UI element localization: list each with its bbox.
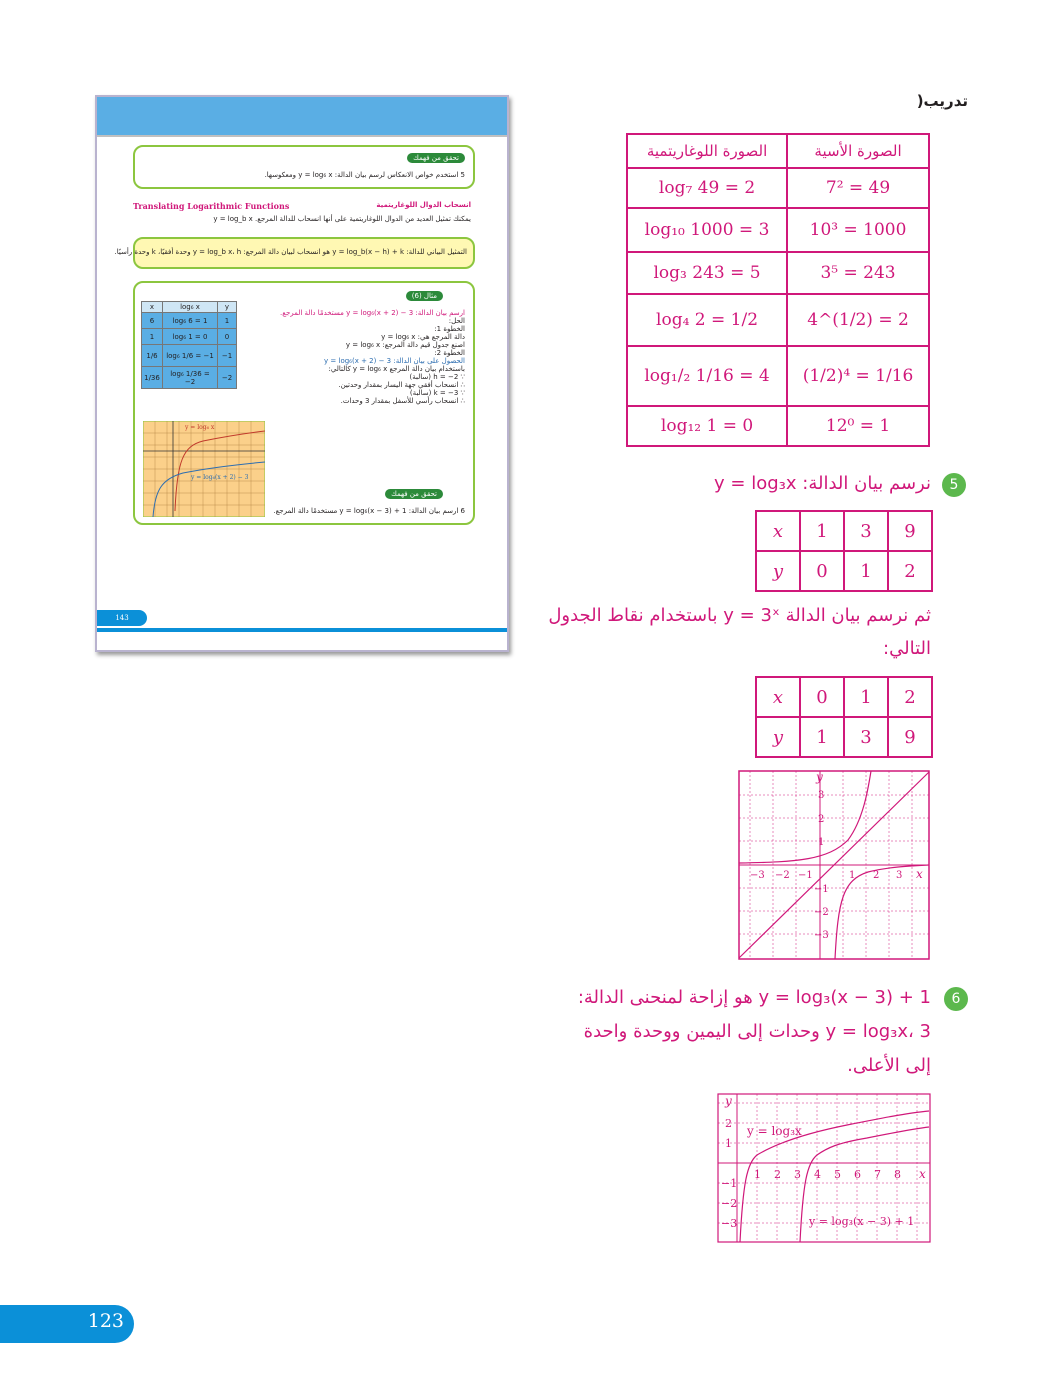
section-title-en: Translating Logarithmic Functions bbox=[133, 201, 290, 211]
thumb-graph bbox=[143, 421, 265, 517]
cell: 2 bbox=[888, 551, 932, 591]
thumb-graph-label1: y = log₆ x bbox=[185, 424, 215, 431]
example-line: باستخدام بيان دالة المرجع y = log₆ x كالتالي: bbox=[328, 365, 465, 373]
check5-box bbox=[133, 145, 475, 189]
example-label: مثال (6) bbox=[406, 291, 443, 301]
log-cell: log₁/₂ 1/16 = 4 bbox=[627, 346, 787, 406]
example-line: الحل: bbox=[448, 317, 465, 325]
exp-cell: (1/2)⁴ = 1/16 bbox=[787, 346, 929, 406]
cell: log₆ 1/6 = −1 bbox=[163, 345, 218, 367]
tick-label: −3 bbox=[814, 930, 829, 941]
key-concept-text: التمثيل البياني للدالة: y = log_b(x − h) + k هو انسحاب لبيان دالة المرجع: y = log_b x، h وحدة أفقيًا، k وحدة رأسيًا. bbox=[114, 248, 467, 256]
tick-label: −2 bbox=[814, 907, 829, 918]
cell: 1/36 bbox=[142, 367, 163, 389]
tick-label: 1 bbox=[818, 837, 825, 848]
cell: 9 bbox=[888, 511, 932, 551]
cell: y bbox=[218, 302, 237, 313]
example-line: ارسم بيان الدالة: y = log₆(x + 2) − 3 مستخدمًا دالة المرجع. bbox=[280, 309, 465, 317]
tick-label: 3 bbox=[794, 1168, 801, 1181]
check-label: تحقق من فهمك bbox=[407, 153, 465, 163]
tick-label: 4 bbox=[814, 1168, 821, 1181]
cell: 3 bbox=[844, 717, 888, 757]
exercise-heading: تدريب( bbox=[916, 92, 968, 110]
x-header: x bbox=[756, 677, 800, 717]
example-line: الخطوة 1: bbox=[434, 325, 465, 333]
cell: 2 bbox=[888, 677, 932, 717]
table-row bbox=[142, 367, 237, 389]
section-intro: يمكنك تمثيل العديد من الدوال اللوغاريتمية على أنها انسحاب للدالة المرجع. y = log_b x bbox=[213, 215, 471, 223]
log-cell: log₁₀ 1000 = 3 bbox=[627, 208, 787, 252]
check6-text: 6 ارسم بيان الدالة: y = log₆(x − 3) + 1 مستخدمًا دالة المرجع. bbox=[273, 507, 465, 515]
cell: 1 bbox=[142, 329, 163, 345]
table-row bbox=[627, 346, 929, 406]
tick-label: 2 bbox=[774, 1168, 781, 1181]
q6-graph bbox=[717, 1093, 931, 1243]
table-row bbox=[142, 302, 237, 313]
curve1-label: y = log₃x bbox=[747, 1124, 802, 1138]
tick-label: 2 bbox=[873, 870, 880, 881]
tick-label: 5 bbox=[834, 1168, 841, 1181]
thumb-graph-label2: y = log₆(x + 2) − 3 bbox=[191, 474, 249, 481]
example-line: ∴ انسحاب رأسي للأسفل بمقدار 3 وحدات. bbox=[340, 397, 465, 405]
y-header: y bbox=[756, 717, 800, 757]
example-line: ∴ انسحاب أفقي جهة اليسار بمقدار وحدتين. bbox=[338, 381, 465, 389]
cell: −1 bbox=[218, 345, 237, 367]
q5-line2: ثم نرسم بيان الدالة y = 3ˣ باستخدام نقاط الجدول bbox=[548, 605, 931, 626]
tick-label: 1 bbox=[849, 870, 856, 881]
cell: 0 bbox=[218, 329, 237, 345]
table-row bbox=[627, 294, 929, 346]
cell: 6 bbox=[142, 313, 163, 329]
cell: 1 bbox=[800, 511, 844, 551]
example-line: اصنع جدول قيم دالة المرجع: y = log₆ x bbox=[345, 341, 465, 349]
textbook-page-thumbnail bbox=[95, 95, 509, 652]
table-row bbox=[756, 717, 932, 757]
exp-curve bbox=[739, 771, 871, 863]
exp-cell: 10³ = 1000 bbox=[787, 208, 929, 252]
cell: log₆ x bbox=[163, 302, 218, 313]
tick-label: −2 bbox=[721, 1197, 738, 1210]
y-axis-label: y bbox=[725, 1094, 732, 1108]
example-line: دالة المرجع هي: y = log₆ x bbox=[381, 333, 465, 341]
cell: 0 bbox=[800, 551, 844, 591]
table-header-row bbox=[627, 134, 929, 168]
y-axis-label: y bbox=[816, 770, 823, 784]
q5-graph bbox=[738, 770, 930, 960]
cell: log₆ 6 = 1 bbox=[163, 313, 218, 329]
x-axis-label: x bbox=[919, 1167, 926, 1181]
tick-label: 7 bbox=[874, 1168, 881, 1181]
cell: 1 bbox=[844, 551, 888, 591]
table-row bbox=[756, 511, 932, 551]
example-line: ∵ k = −3 (سالبة) bbox=[409, 389, 465, 397]
cell: 0 bbox=[800, 677, 844, 717]
tick-label: −1 bbox=[721, 1177, 738, 1190]
example-line: ∵ h = −2 (سالبة) bbox=[409, 373, 465, 381]
table-row bbox=[756, 677, 932, 717]
y-header: y bbox=[756, 551, 800, 591]
exp-cell: 4^(1/2) = 2 bbox=[787, 294, 929, 346]
tick-label: 8 bbox=[894, 1168, 901, 1181]
tick-label: 3 bbox=[896, 870, 903, 881]
q5-line1: نرسم بيان الدالة: y = log₃x bbox=[714, 473, 931, 494]
cell: 1 bbox=[844, 677, 888, 717]
tick-label: 1 bbox=[754, 1168, 761, 1181]
example-steps bbox=[280, 309, 465, 405]
cell: −2 bbox=[218, 367, 237, 389]
table-row bbox=[142, 329, 237, 345]
tick-label: −2 bbox=[775, 870, 790, 881]
tick-label: −3 bbox=[750, 870, 765, 881]
thumb-page-number: 143 bbox=[97, 610, 147, 626]
tick-label: 3 bbox=[818, 790, 825, 801]
page-number-tab bbox=[0, 1305, 134, 1343]
example-line: الحصول على بيان الدالة: y = log₆(x + 2) − 3 bbox=[324, 357, 465, 365]
exp-cell: 7² = 49 bbox=[787, 168, 929, 208]
tick-label: 1 bbox=[725, 1137, 732, 1150]
q6-line1: y = log₃(x − 3) + 1 هو إزاحة لمنحنى الدالة: bbox=[577, 987, 931, 1008]
thumb-values-table bbox=[141, 301, 237, 389]
log-cell: log₃ 243 = 5 bbox=[627, 252, 787, 294]
thumb-footer-line bbox=[97, 628, 507, 632]
cell: x bbox=[142, 302, 163, 313]
question-6-number: 6 bbox=[944, 987, 968, 1011]
cell: 1 bbox=[218, 313, 237, 329]
q5-line3: التالي: bbox=[883, 638, 931, 659]
cell: 1 bbox=[800, 717, 844, 757]
q5-table1 bbox=[755, 510, 933, 592]
tick-label: −3 bbox=[721, 1217, 738, 1230]
q6-line3: إلى الأعلى. bbox=[847, 1055, 931, 1076]
check5-text: 5 استخدم خواص الانعكاس لرسم بيان الدالة: y = log₆ x ومعكوسها. bbox=[264, 171, 465, 179]
table-row bbox=[627, 208, 929, 252]
cell: log₆ 1/36 = −2 bbox=[163, 367, 218, 389]
thumbnail-header-band bbox=[97, 97, 507, 137]
tick-label: −1 bbox=[798, 870, 813, 881]
example-line: الخطوة 2: bbox=[434, 349, 465, 357]
tick-label: 2 bbox=[725, 1117, 732, 1130]
tick-label: 2 bbox=[818, 814, 825, 825]
header-log-form: الصورة اللوغاريتمية bbox=[627, 134, 787, 168]
x-axis-label: x bbox=[916, 867, 923, 881]
example-box bbox=[133, 281, 475, 525]
exp-cell: 3⁵ = 243 bbox=[787, 252, 929, 294]
cell: 3 bbox=[844, 511, 888, 551]
header-exp-form: الصورة الأسية bbox=[787, 134, 929, 168]
table-row bbox=[756, 551, 932, 591]
q5-table2 bbox=[755, 676, 933, 758]
table-row bbox=[142, 345, 237, 367]
key-concept-box bbox=[114, 237, 475, 269]
check-label-2: تحقق من فهمك bbox=[385, 489, 443, 499]
curve2-label: y = log₃(x − 3) + 1 bbox=[809, 1215, 915, 1228]
table-row bbox=[142, 313, 237, 329]
cell: log₆ 1 = 0 bbox=[163, 329, 218, 345]
exp-cell: 12⁰ = 1 bbox=[787, 406, 929, 446]
tick-label: −1 bbox=[814, 884, 829, 895]
log-exp-forms-table bbox=[626, 133, 930, 447]
log-cell: log₁₂ 1 = 0 bbox=[627, 406, 787, 446]
cell: 9 bbox=[888, 717, 932, 757]
table-row bbox=[627, 168, 929, 208]
section-title-ar: انسحاب الدوال اللوغاريتمية bbox=[376, 201, 471, 209]
x-header: x bbox=[756, 511, 800, 551]
question-5-number: 5 bbox=[942, 473, 966, 497]
log-cell: log₄ 2 = 1/2 bbox=[627, 294, 787, 346]
table-row bbox=[627, 406, 929, 446]
q6-line2: y = log₃x، 3 وحدات إلى اليمين ووحدة واحدة bbox=[583, 1021, 931, 1042]
log-cell: log₇ 49 = 2 bbox=[627, 168, 787, 208]
table-row bbox=[627, 252, 929, 294]
page-number: 123 bbox=[87, 1310, 124, 1332]
cell: 1/6 bbox=[142, 345, 163, 367]
tick-label: 6 bbox=[854, 1168, 861, 1181]
